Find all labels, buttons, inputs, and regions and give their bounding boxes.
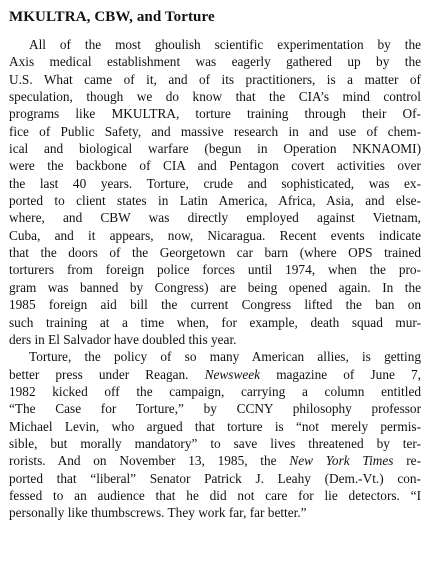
text-run: re- — [393, 453, 421, 469]
paragraph-line: All of the most ghoulish scientific experimentation by the — [29, 37, 421, 52]
paragraph-line: where, and CBW was directly employed against Vietnam, — [9, 210, 421, 226]
paragraph-line: programs like MKULTRA, torture training through their Of- — [9, 106, 421, 122]
paragraph-line: were the backbone of CIA and Pentagon covert activities over — [9, 158, 421, 174]
article-paragraph-2 — [9, 348, 421, 521]
paragraph-line: Michael Levin, who argued that torture is “not merely permis- — [9, 418, 421, 434]
publication-name-nyt: New York Times — [289, 453, 394, 469]
text-run: magazine of June 7, — [260, 366, 421, 382]
paragraph-line: personally like thumbscrews. They work far, far better.” — [9, 505, 307, 521]
paragraph-line: that the doors of the Georgetown car barn (where OPS trained — [9, 245, 421, 261]
paragraph-line: Axis medical establishment was eagerly gathered up by the — [9, 54, 421, 70]
paragraph-line: the last 40 years. Torture, crude and sophisticated, was ex- — [9, 175, 421, 191]
paragraph-line: gram was banned by Congress) are being opened again. In the — [9, 279, 421, 295]
paragraph-line: fessed to an audience that he did not care for lie detectors. “I — [9, 487, 421, 503]
paragraph-line: fice of Public Safety, and massive research in and use of chem- — [9, 123, 421, 139]
paragraph-line: speculation, though we do know that the CIA’s mind control — [9, 89, 421, 105]
paragraph-line: U.S. What came of it, and of its practitioners, is a matter of — [9, 71, 421, 87]
article-paragraph-1 — [9, 36, 421, 348]
paragraph-line: Torture, the policy of so many American allies, is getting — [29, 349, 421, 365]
paragraph-line: 1985 foreign aid bill the current Congress lifted the ban on — [9, 297, 421, 313]
paragraph-line: ported to client states in Latin America, Africa, Asia, and else- — [9, 193, 421, 209]
paragraph-line: “The Case for Torture,” by CCNY philosophy professor — [9, 401, 421, 417]
paragraph-line: ical and biological warfare (begun in Operation NKNAOMI) — [9, 141, 421, 157]
article-heading: MKULTRA, CBW, and Torture — [9, 9, 215, 25]
paragraph-line: torturers from foreign police forces until 1974, when the pro- — [9, 262, 421, 278]
paragraph-line-newsweek — [9, 366, 421, 383]
paragraph-line: sible, but morally mandatory” to save lives threatened by ter- — [9, 435, 421, 451]
paragraph-line: ported that “liberal” Senator Patrick J. Leahy (Dem.-Vt.) con- — [9, 470, 421, 486]
paragraph-line: ders in El Salvador have doubled this year. — [9, 331, 237, 347]
paragraph-line: 1982 kicked off the campaign, carrying a column entitled — [9, 383, 421, 399]
paragraph-line-nyt — [9, 452, 421, 469]
publication-name-newsweek: Newsweek — [204, 366, 261, 382]
paragraph-line: Cuba, and it appears, now, Nicaragua. Recent events indicate — [9, 227, 421, 243]
text-run: rorists. And on November 13, 1985, the — [9, 453, 277, 469]
text-run: better press under Reagan. — [9, 366, 205, 382]
paragraph-line: such training at a time when, for example, death squad mur- — [9, 314, 421, 330]
